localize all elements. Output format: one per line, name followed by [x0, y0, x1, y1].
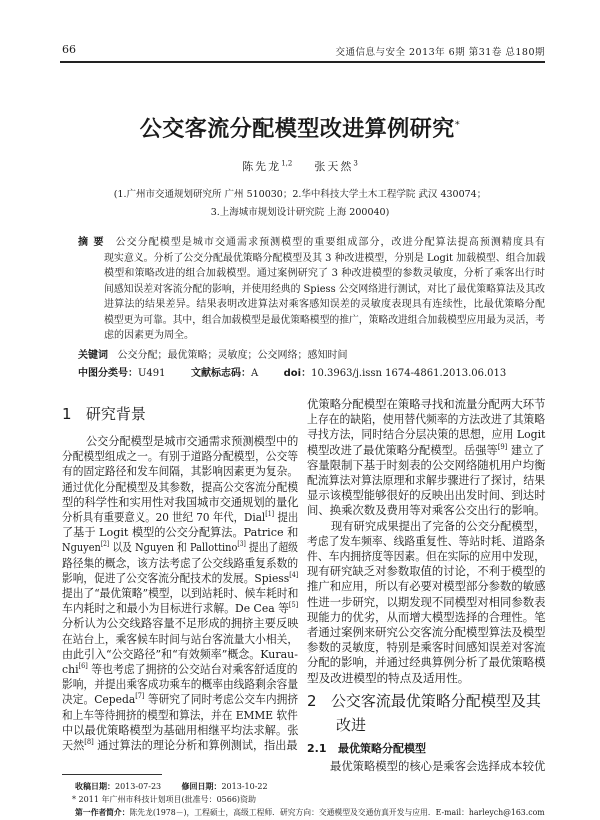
body-text: 参数的灵敏度，特别是乘客时间感知误差对客流 — [307, 640, 546, 655]
body-text: 有的固定路径和发车间隔，其影响因素更为复杂。 — [62, 464, 299, 479]
text-line — [62, 631, 299, 647]
keywords-text: 公交分配；最优策略；灵敏度；公交网络；感知时间 — [117, 350, 348, 361]
body-text: 型及改进模型的特点及适用性。 — [307, 670, 470, 685]
citation-ref[interactable]: [7] — [135, 692, 145, 701]
body-text: 提出了超级 — [245, 540, 298, 555]
body-text: 分配的影响，并通过经典算例分析了最优策略模 — [307, 655, 546, 670]
text-line — [104, 295, 545, 310]
affiliation: 3.上海城市规划设计研究院 上海 200040) — [210, 207, 390, 218]
text-line — [104, 249, 546, 264]
section-2-heading-cont: 改进 — [336, 716, 367, 734]
body-text: 间、换乘次数及费用等对乘客公交出行的影响。 — [307, 503, 546, 518]
text-line — [62, 539, 298, 555]
authors — [0, 158, 600, 174]
text-line — [104, 326, 545, 341]
keywords — [78, 346, 545, 361]
text-line — [62, 691, 299, 707]
text-line — [62, 494, 299, 510]
text-line — [62, 463, 299, 479]
text-line — [62, 570, 299, 586]
text-line — [104, 280, 546, 295]
body-text: 现有研究缺乏对参数取值的讨论，不利于模型的 — [307, 564, 546, 579]
body-text: 分配模型组成之一。有别于道路分配模型，公交等 — [62, 449, 299, 464]
text-line — [62, 448, 299, 464]
author-name: 陈先龙 — [242, 160, 282, 173]
body-text: 优策略分配模型在策略寻找和流量分配两大环节 — [307, 397, 546, 411]
body-text: 由此引入“公交路径”和“有效频率”概念。Kurau- — [62, 646, 298, 661]
body-line: 最优策略模型的核心是乘客会选择成本较优 — [330, 759, 546, 773]
body-text: 现能力的优劣，从而增大模型选择的合理性。笔 — [307, 609, 546, 624]
text-line — [307, 411, 546, 427]
citation-ref[interactable]: [6] — [78, 662, 88, 671]
citation-ref[interactable]: [3] — [237, 540, 246, 549]
body-text: 分析具有重要意义。20 世纪 70 年代，Dial — [62, 510, 266, 524]
section-2-heading — [307, 690, 545, 711]
keywords-label: 关键词 — [78, 350, 108, 361]
text-line — [307, 487, 546, 503]
abstract-label: 摘 要 — [78, 237, 116, 248]
body-text: 天然 — [62, 738, 85, 752]
text-line — [86, 433, 299, 449]
text-line — [62, 509, 299, 525]
body-text: 分析认为公交线路容量不足形成的拥挤主要反映 — [62, 616, 299, 631]
body-text: Nguyen — [62, 540, 101, 555]
text-line — [62, 661, 298, 677]
text-line — [307, 502, 546, 518]
citation-ref[interactable]: [2] — [100, 540, 110, 549]
footnote-author — [75, 807, 545, 818]
text-line — [307, 533, 546, 549]
footnote-funding: * 2011 年广州市科技计划项目(批准号：0566)资助 — [72, 795, 257, 804]
body-text: 寻找方法，同时结合分层决策的思想，应用 Logit — [307, 427, 546, 442]
citation-ref[interactable]: [1] — [265, 510, 275, 519]
doi-value: 10.3963/j.issn 1674-4861.2013.06.013 — [311, 368, 507, 379]
body-text: 上存在的缺陷，使用替代频率的方法改进了其策略 — [307, 412, 546, 427]
abstract-text: 模型更为可靠。其中，组合加载模型是最优策略模型的推广，策略改进组合加载模型应用最为灵活，考 — [104, 314, 545, 326]
affiliation: (1.广州市交通规划研究所 广州 510030；2.华中科技大学土木工程学院 武汉 430074； — [113, 189, 487, 200]
body-text: 建立了 — [507, 442, 545, 457]
doc-code-label: 文献标志码： — [190, 368, 251, 379]
doi-label: doi： — [283, 368, 312, 379]
received-label: 收稿日期： — [75, 782, 115, 791]
text-line — [307, 457, 546, 473]
author-bio: 陈先龙(1978－)，工程硕士，高级工程师．研究方向：交通模型及交通仿真开发与应用．E-mail：harleych@163.com — [129, 808, 545, 817]
abstract-text: 模型和策略改进的组合加载模型。通过案例研究了 3 种改进模型的参数灵敏度，分析了乘客出行时 — [104, 268, 545, 279]
section-number: 2 — [307, 692, 317, 710]
journal-header: 交通信息与安全 2013年 6期 第31卷 总180期 — [335, 47, 545, 58]
text-line — [62, 600, 299, 616]
citation-ref[interactable]: [4] — [289, 570, 299, 579]
body-text: 和上车等待拥挤的模型和算法，并在 EMME 软件 — [62, 707, 298, 722]
text-line — [62, 707, 298, 723]
subsection-number: 2.1 — [307, 742, 327, 755]
text-line — [104, 264, 545, 279]
text-line — [331, 518, 546, 534]
section-number: 1 — [62, 405, 72, 423]
text-line — [307, 654, 546, 670]
text-line — [62, 615, 299, 631]
body-text: 在站台上，乘客候车时间与站台客流量大小相关， — [62, 631, 299, 646]
section-1-heading — [62, 403, 298, 424]
clc-value: U491 — [138, 368, 166, 379]
revised-date: 2013-10-22 — [221, 782, 268, 791]
text-line — [307, 639, 546, 655]
text-line — [62, 555, 299, 571]
footnote-rule — [62, 774, 162, 775]
classification — [78, 364, 545, 379]
body-text: 容量限制下基于时刻表的公交网络随机用户均衡 — [307, 457, 546, 472]
text-line — [307, 426, 546, 442]
body-text: 提出 — [274, 510, 299, 524]
abstract-text: 公交分配模型是城市交通需求预测模型的重要组成部分，改进分配算法提高预测精度具有 — [115, 237, 546, 248]
body-text: 等也考虑了拥挤的公交站台对乘客舒适度的 — [87, 662, 298, 676]
text-line — [62, 585, 299, 601]
body-text: 型的科学性和实用性对我国城市交通规划的量化 — [62, 494, 299, 509]
text-line — [307, 609, 546, 625]
body-text: 中以最优策略模型为基础用相继平均法求解。张 — [62, 722, 299, 737]
body-text: 模型改进了最优策略分配模型。岳强等 — [307, 442, 498, 457]
subsection-2-1-heading — [307, 740, 545, 756]
body-text: chi — [62, 662, 79, 676]
citation-ref[interactable]: [9] — [497, 442, 508, 451]
body-text: 提出了“最优策略”模型，以到站耗时、候车耗时和 — [62, 586, 299, 600]
text-line — [62, 524, 299, 540]
section-title: 研究背景 — [85, 405, 146, 423]
text-line — [307, 563, 546, 579]
received-date: 2013-07-23 — [115, 782, 162, 791]
author-affil: 3 — [353, 159, 358, 168]
title-footnote-mark: * — [454, 119, 461, 131]
citation-ref[interactable]: [5] — [288, 601, 299, 610]
text-line — [62, 479, 299, 495]
text-line — [307, 670, 545, 686]
paper-title — [0, 112, 600, 143]
author-affil: 1,2 — [281, 159, 293, 168]
body-text: 显示该模型能够很好的反映出出发时间、到达时 — [307, 488, 546, 503]
text-line — [62, 646, 298, 662]
text-line — [307, 548, 546, 564]
text-line — [307, 578, 546, 594]
abstract-text: 进算法的结果差异。结果表明改进算法对乘客感知误差的灵敏度表现具有连续性，比最优策略分配 — [104, 299, 545, 310]
body-text: 配流算法对算法原理和求解步骤进行了探讨，结果 — [307, 473, 546, 487]
body-text: 者通过案例来研究公交客流分配模型算法及模型 — [307, 625, 546, 639]
body-text: 件、车内拥挤度等因素。但在实际的应用中发现， — [307, 549, 546, 563]
body-text: 等研究了同时考虑公交车内拥挤 — [144, 692, 299, 707]
body-text: 通过算法的理论分析和算例测试，指出最 — [93, 738, 298, 752]
abstract-text: 间感知误差对客流分配的影响，并使用经典的 Spiess 公交网络进行测试，对比了最优策略算法及其改 — [104, 283, 546, 295]
citation-ref[interactable]: [8] — [84, 738, 94, 747]
text-line — [62, 737, 298, 753]
text-line — [62, 722, 299, 738]
body-text: 影响，并提出乘客成功乘车的概率由线路剩余容量 — [62, 677, 299, 692]
text-line — [307, 396, 546, 412]
header-rule — [60, 61, 545, 63]
subsection-title: 最优策略分配模型 — [338, 742, 426, 755]
body-text: 以及 Nguyen 和 Pallottino — [109, 540, 238, 555]
author-bio-label: 第一作者简介： — [75, 808, 130, 817]
text-line — [104, 311, 545, 326]
text-line — [307, 442, 545, 458]
page-number: 66 — [62, 43, 76, 56]
abstract-text: 虑的因素更为周全。 — [104, 330, 194, 341]
section-title: 公交客流最优策略分配模型及其 — [330, 692, 541, 710]
body-text: 了基于 Logit 模型的公交分配算法。Patrice 和 — [62, 525, 299, 540]
body-text: 性进一步研究，以期发现不同模型对相同参数表 — [307, 594, 546, 609]
body-text: 影响，促进了公交客流分配技术的发展。Spiess — [62, 570, 290, 585]
doc-code-value: A — [250, 368, 259, 379]
body-text: 公交分配模型是城市交通需求预测模型中的 — [86, 434, 299, 448]
body-text: 考虑了发车频率、线路重复性、等站时耗、道路条 — [307, 533, 546, 548]
text-line — [78, 233, 545, 248]
text-line — [307, 472, 546, 488]
body-text: 车内耗时之和最小为目标进行求解。De Cea 等 — [62, 601, 289, 616]
title-text: 公交客流分配模型改进算例研究 — [139, 117, 455, 142]
text-line — [307, 594, 546, 610]
body-text: 决定。Cepeda — [62, 692, 136, 707]
clc-label: 中图分类号： — [78, 368, 138, 379]
body-text: 通过优化分配模型及其参数，提高公交客流分配模 — [62, 479, 299, 494]
body-text: 现有研究成果提出了完备的公交分配模型， — [331, 518, 546, 533]
footnote-dates — [75, 781, 545, 792]
body-text: 路径集的概念，该方法考虑了公交线路重复系数的 — [62, 555, 299, 570]
text-line — [62, 676, 299, 692]
author-name: 张天然 — [314, 160, 354, 173]
revised-label: 修回日期： — [181, 782, 222, 791]
abstract-text: 现实意义。分析了公交分配最优策略分配模型及其 3 种改进模型，分别是 Logit 加载模型、组合加载 — [104, 252, 546, 264]
text-line — [307, 624, 546, 640]
body-text: 推广和应用，所以有必要对模型部分参数的敏感 — [307, 579, 546, 594]
